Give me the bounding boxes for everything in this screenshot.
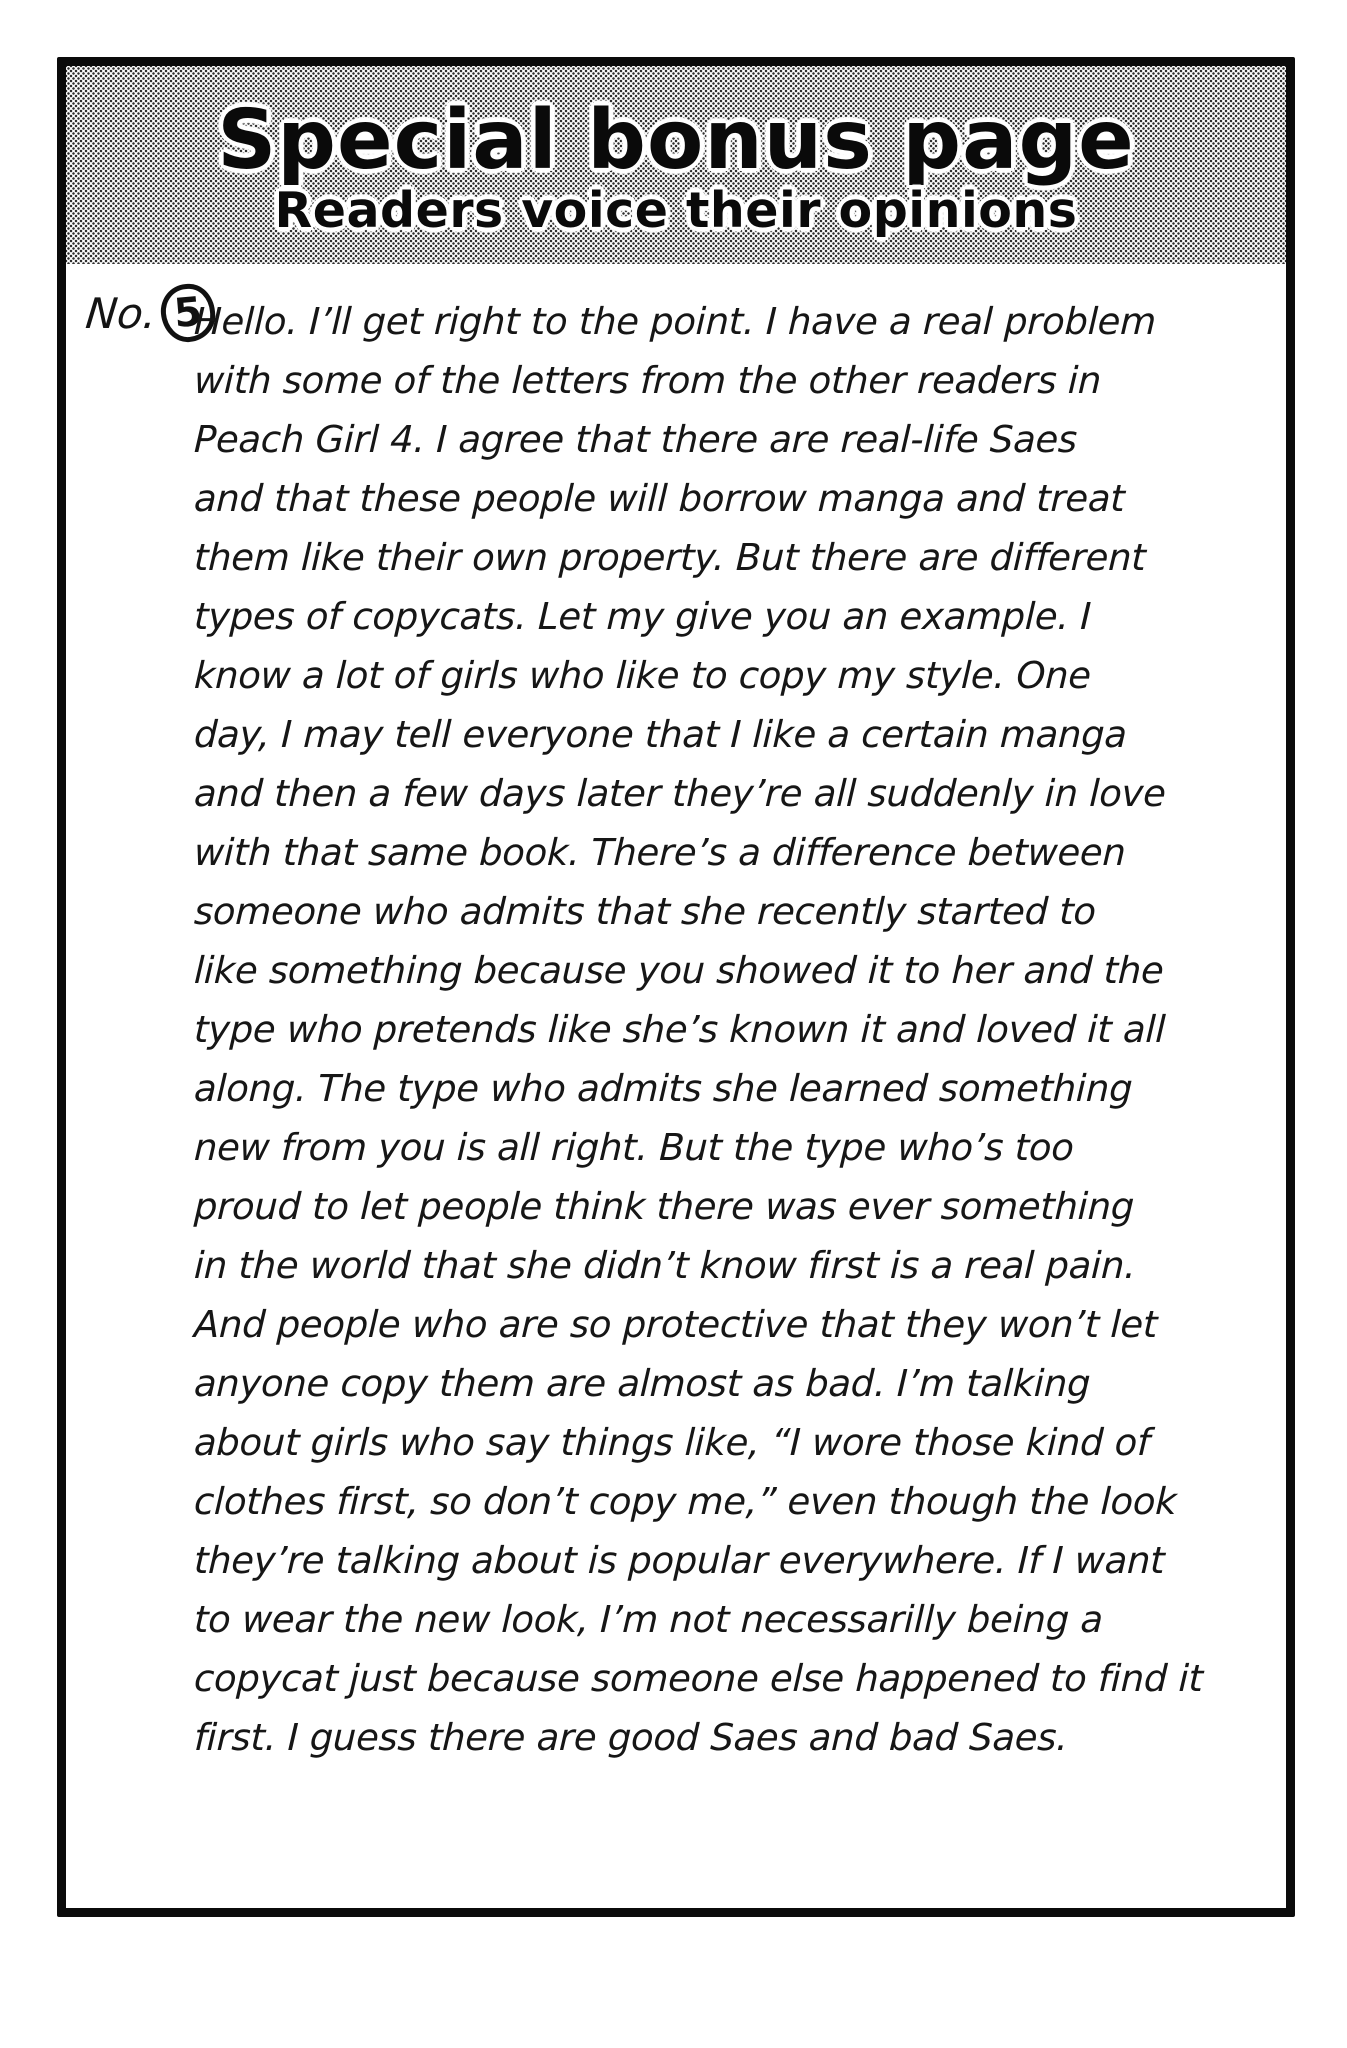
letter-line: someone who admits that she recently started to: [193, 890, 1097, 933]
letter-line: about girls who say things like, “I wore those kind of: [193, 1421, 1151, 1464]
page-subtitle: Readers voice their opinions: [274, 181, 1078, 239]
letter-body: [194, 292, 1264, 1767]
letter-line: they’re talking about is popular everywhere. If I want: [193, 1539, 1166, 1582]
letter-line: in the world that she didn’t know first is a real pain.: [193, 1244, 1137, 1287]
letter-line: along. The type who admits she learned something: [193, 1067, 1134, 1110]
letter-line: type who pretends like she’s known it and loved it all: [193, 1008, 1167, 1051]
letter-line: first. I guess there are good Saes and bad Saes.: [193, 1716, 1069, 1759]
letter-line: Peach Girl 4. I agree that there are real-life Saes: [193, 418, 1078, 461]
letter-line: Hello. I’ll get right to the point. I have a real problem: [193, 300, 1157, 343]
letter-number-value: 5: [172, 288, 205, 338]
page-frame: [57, 57, 1295, 1917]
letter-line: with that same book. There’s a difference between: [193, 831, 1127, 874]
letter-line: copycat just because someone else happened to find it: [193, 1657, 1204, 1700]
letter-line: new from you is all right. But the type who’s too: [193, 1126, 1075, 1169]
letter-line: anyone copy them are almost as bad. I’m talking: [193, 1362, 1091, 1405]
letter-line: with some of the letters from the other readers in: [193, 359, 1102, 402]
letter-line: like something because you showed it to her and the: [193, 949, 1165, 992]
letter-line: proud to let people think there was ever something: [193, 1185, 1135, 1228]
letter-number-label: No.: [83, 288, 160, 338]
letter-line: types of copycats. Let my give you an example. I: [193, 595, 1092, 638]
letter-line: clothes first, so don’t copy me,” even though the look: [193, 1480, 1178, 1523]
letter-line: know a lot of girls who like to copy my style. One: [193, 654, 1092, 697]
letter-line: and then a few days later they’re all suddenly in love: [193, 772, 1167, 815]
letter-line: them like their own property. But there are different: [193, 536, 1147, 579]
letter-line: And people who are so protective that they won’t let: [193, 1303, 1158, 1346]
letter-line: and that these people will borrow manga and treat: [193, 477, 1126, 520]
letter-line: to wear the new look, I’m not necessarilly being a: [193, 1598, 1104, 1641]
page-title: Special bonus page: [217, 92, 1135, 188]
letter-line: day, I may tell everyone that I like a certain manga: [193, 713, 1128, 756]
header-banner: [66, 66, 1286, 264]
